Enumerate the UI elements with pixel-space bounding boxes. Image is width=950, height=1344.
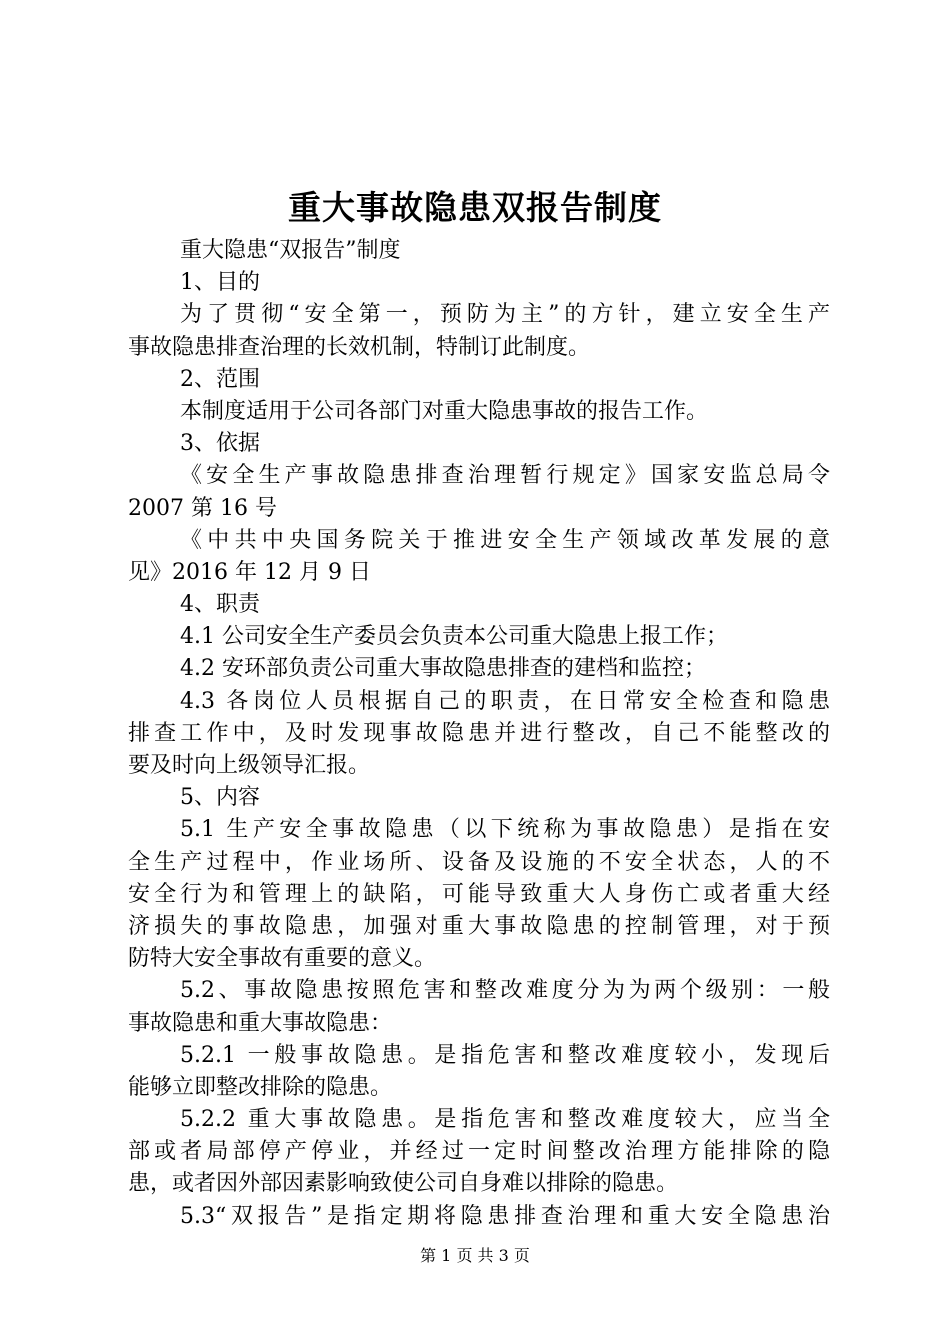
body-line: 1、目的: [180, 270, 260, 296]
body-line: 能够立即整改排除的隐患。: [128, 1074, 393, 1100]
body-line: 排查工作中，及时发现事故隐患并进行整改，自己不能整改的: [128, 720, 830, 746]
body-line: 5.2.1 一般事故隐患。是指危害和整改难度较小，发现后: [180, 1042, 830, 1068]
body-line: 见》2016 年 12 月 9 日: [128, 559, 371, 585]
body-line: 4、职责: [180, 592, 260, 618]
body-line: 《中共中央国务院关于推进安全生产领域改革发展的意: [180, 527, 830, 553]
body-line: 5.2.2 重大事故隐患。是指危害和整改难度较大，应当全: [180, 1107, 830, 1133]
body-line: 5.3“双报告”是指定期将隐患排查治理和重大安全隐患治: [180, 1203, 830, 1229]
body-line: 4.3 各岗位人员根据自己的职责，在日常安全检查和隐患: [180, 688, 830, 714]
body-line: 2007 第 16 号: [128, 495, 277, 521]
body-line: 5.1 生产安全事故隐患（以下统称为事故隐患）是指在安: [180, 817, 830, 843]
body-line: 5.2、事故隐患按照危害和整改难度分为为两个级别：一般: [180, 978, 830, 1004]
body-line: 4.1 公司安全生产委员会负责本公司重大隐患上报工作；: [180, 624, 728, 650]
body-line: 安全行为和管理上的缺陷，可能导致重大人身伤亡或者重大经: [128, 881, 830, 907]
body-line: 5、内容: [180, 785, 260, 811]
body-line: 本制度适用于公司各部门对重大隐患事故的报告工作。: [180, 398, 709, 424]
body-line: 3、依据: [180, 431, 260, 457]
body-line: 4.2 安环部负责公司重大事故隐患排查的建档和监控；: [180, 656, 706, 682]
document-body: [128, 235, 830, 1233]
body-line: 事故隐患和重大事故隐患：: [128, 1010, 393, 1036]
body-line: 为了贯彻“安全第一，预防为主”的方针，建立安全生产: [180, 302, 830, 328]
body-line: 事故隐患排查治理的长效机制，特制订此制度。: [128, 334, 591, 360]
document-title: 重大事故隐患双报告制度: [288, 188, 662, 227]
body-line: 《安全生产事故隐患排查治理暂行规定》国家安监总局令: [180, 463, 830, 489]
body-line: 部或者局部停产停业，并经过一定时间整改治理方能排除的隐: [128, 1139, 830, 1165]
body-line: 重大隐患“双报告”制度: [180, 238, 401, 263]
body-line: 防特大安全事故有重要的意义。: [128, 946, 437, 972]
body-line: 2、范围: [180, 366, 260, 392]
body-line: 济损失的事故隐患，加强对重大事故隐患的控制管理，对于预: [128, 913, 830, 939]
body-line: 患，或者因外部因素影响致使公司自身难以排除的隐患。: [128, 1171, 679, 1197]
body-line: 要及时向上级领导汇报。: [128, 753, 371, 778]
page-footer: 第 1 页 共 3 页: [420, 1246, 530, 1265]
body-line: 全生产过程中，作业场所、设备及设施的不安全状态，人的不: [128, 849, 830, 875]
